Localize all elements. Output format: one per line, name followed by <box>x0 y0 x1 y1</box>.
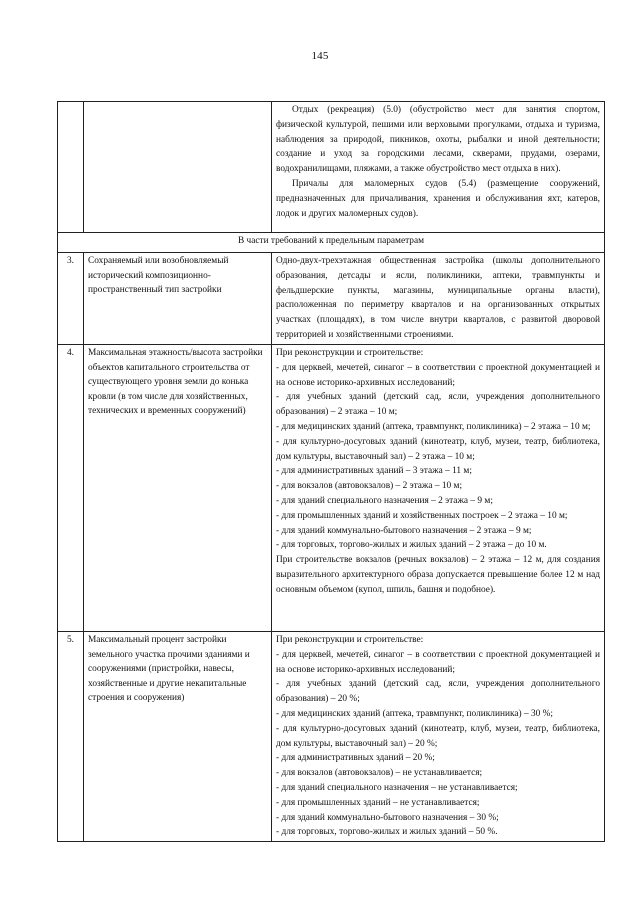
table-row-3 <box>58 253 605 345</box>
list-item: - для зданий коммунально-бытового назначения – 30 %; <box>276 812 499 823</box>
row-number: 4. <box>58 345 84 632</box>
row-number-cell <box>58 102 84 233</box>
row-parameter-value <box>272 632 605 842</box>
row-number: 5. <box>58 632 84 842</box>
row-parameter-name: Максимальный процент застройки земельного участка прочими зданиями и сооружениями (пристройки, навесы, хозяйственные и другие некапитальные строения и сооружения) <box>84 632 272 842</box>
list-item: - для учебных зданий (детский сад, ясли, учреждения дополнительного образования) – 20 %; <box>276 679 600 705</box>
note-text: При строительстве вокзалов (речных вокзалов) – 2 этажа – 12 м, для создания выразительного архитектурного образа допускается превышение более 12 м над основным объемом (купол, шпиль, башня и подобное). <box>276 555 600 595</box>
list-item: - для административных зданий – 20 %; <box>276 753 435 764</box>
list-item: - для промышленных зданий – не устанавливается; <box>276 797 480 808</box>
list-item: - для административных зданий – 3 этажа – 11 м; <box>276 466 472 477</box>
table-row-4 <box>58 345 605 632</box>
paragraph-moorings: Причалы для маломерных судов (5.4) (размещение сооружений, предназначенных для причаливания, хранения и обслуживания яхт, катеров, лодок и других маломерных судов). <box>276 178 600 219</box>
list-item: - для медицинских зданий (аптека, травмпункт, поликлиника) – 30 %; <box>276 708 554 719</box>
row-number: 3. <box>58 253 84 345</box>
row-parameter-value <box>272 345 605 632</box>
list-item: - для культурно-досуговых зданий (кинотеатр, клуб, музеи, театр, библиотека, дом культуры, выставочный зал) – 20 %; <box>276 723 600 749</box>
list-item: - для церквей, мечетей, синагог – в соответствии с проектной документацией и на основе историко-архивных исследований; <box>276 362 600 388</box>
list-item: - для вокзалов (автовокзалов) – 2 этажа – 10 м; <box>276 481 463 492</box>
list-item: - для учебных зданий (детский сад, ясли, учреждения дополнительного образования) – 2 этажа – 10 м; <box>276 392 600 418</box>
row-parameter-value <box>272 253 605 345</box>
list-item: - для вокзалов (автовокзалов) – не устанавливается; <box>276 768 483 779</box>
list-item: - для медицинских зданий (аптека, травмпункт, поликлиника) – 2 этажа – 10 м; <box>276 421 591 432</box>
requirements-table <box>57 101 605 842</box>
table-row-5 <box>58 632 605 842</box>
section-header-row <box>58 233 605 253</box>
intro-text: При реконструкции и строительстве: <box>276 635 424 645</box>
list-item: - для промышленных зданий и хозяйственных построек – 2 этажа – 10 м; <box>276 510 568 521</box>
table-row-recreation <box>58 102 605 233</box>
row-parameter-name: Максимальная этажность/высота застройки объектов капитального строительства от существующего уровня земли до конька кровли (в том числе для хозяйственных, технических и временных сооружений) <box>84 345 272 632</box>
list-item: - для торговых, торгово-жилых и жилых зданий – 50 %. <box>276 827 498 838</box>
list-item: - для зданий коммунально-бытового назначения – 2 этажа – 9 м; <box>276 525 532 536</box>
row-name-cell <box>84 102 272 233</box>
row-description-cell <box>272 102 605 233</box>
building-type-text: Одно-двух-трехэтажная общественная застройка (школы дополнительного образования, детсады и ясли, поликлиники, аптеки, травмпункты и фельдшерские пункты, магазины, муниципальные органы власти), расположенная по периметру кварталов и на организованных открытых участках (площадях), в том числе внутри кварталов, с развитой дворовой территорией и хозяйственными строениями. <box>276 256 600 340</box>
section-header: В части требований к предельным параметрам <box>58 233 605 253</box>
list-item: - для зданий специального назначения – не устанавливается; <box>276 782 518 793</box>
paragraph-recreation: Отдых (рекреация) (5.0) (обустройство мест для занятия спортом, физической культурой, пешими или верховыми прогулками, отдыха и туризма, наблюдения за природой, пикников, охоты, рыбалки и иной деятельности; создание и уход за городскими лесами, скверами, прудами, озерами, водохранилищами, пляжами, а также обустройство мест отдыха в них). <box>276 105 600 175</box>
list-item: - для культурно-досуговых зданий (кинотеатр, клуб, музеи, театр, библиотека, дом культуры, выставочный зал) – 2 этажа – 10 м; <box>276 436 600 462</box>
list-item: - для торговых, торгово-жилых и жилых зданий – 2 этажа – до 10 м. <box>276 540 547 551</box>
row-parameter-name: Сохраняемый или возобновляемый исторический композиционно-пространственный тип застройки <box>84 253 272 345</box>
list-item: - для зданий специального назначения – 2 этажа – 9 м; <box>276 495 493 506</box>
intro-text: При реконструкции и строительстве: <box>276 348 424 358</box>
page-number: 145 <box>311 50 329 62</box>
list-item: - для церквей, мечетей, синагог – в соответствии с проектной документацией и на основе историко-архивных исследований; <box>276 649 600 675</box>
